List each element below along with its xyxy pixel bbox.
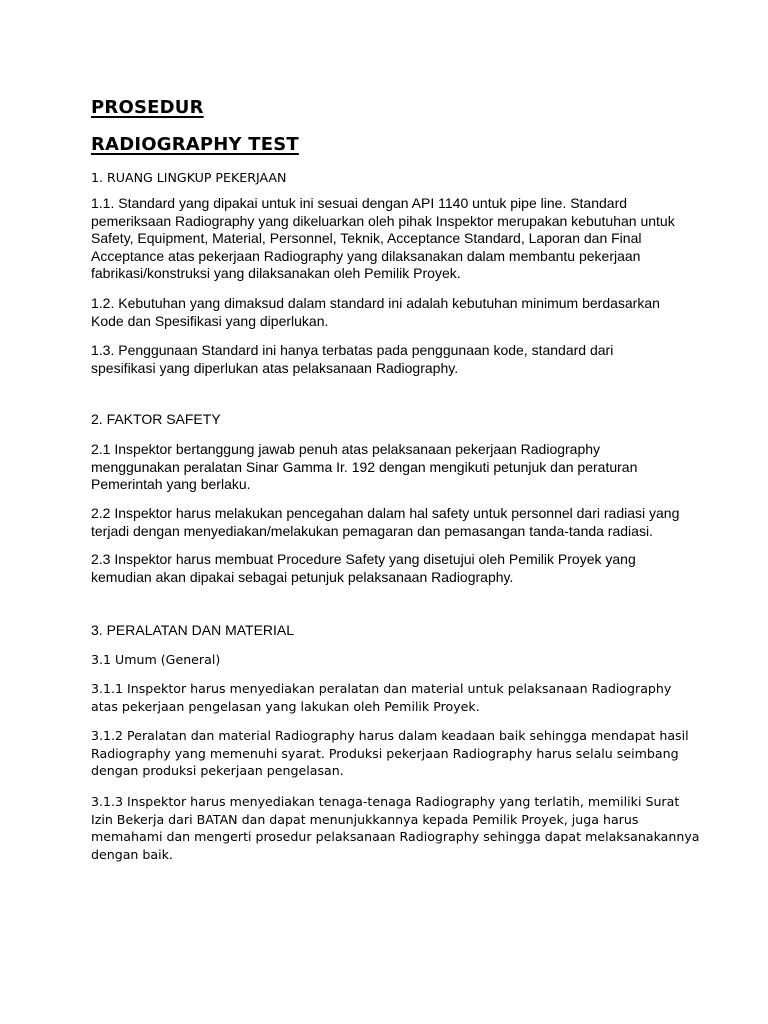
paragraph-line: menggunakan peralatan Sinar Gamma Ir. 192 dengan mengikuti petunjuk dan peraturan	[91, 458, 638, 475]
paragraph-line: Izin Bekerja dari BATAN dan dapat menunjukkannya kepada Pemilik Proyek, juga harus	[91, 811, 639, 827]
paragraph-line: 3.1.2 Peralatan dan material Radiography harus dalam keadaan baik sehingga mendapat hasil	[91, 728, 689, 743]
paragraph-line: atas pekerjaan pengelasan yang lakukan oleh Pemilik Proyek.	[91, 698, 480, 714]
paragraph-line: Kode dan Spesifikasi yang diperlukan.	[91, 312, 329, 329]
paragraph-line: spesifikasi yang diperlukan atas pelaksanaan Radiography.	[91, 359, 459, 376]
paragraph-line: dengan baik.	[91, 846, 173, 862]
paragraph-3-1-1	[91, 680, 691, 715]
paragraph-1-3	[91, 342, 691, 377]
paragraph-line: Acceptance atas pekerjaan Radiography yang dilaksanakan dalam membantu pekerjaan	[91, 247, 641, 264]
paragraph-line: Pemerintah yang berlaku.	[91, 476, 251, 492]
paragraph-line: 3.1.1 Inspektor harus menyediakan peralatan dan material untuk pelaksanaan Radiography	[91, 681, 672, 696]
paragraph-line: pemeriksaan Radiography yang dikeluarkan oleh pihak Inspektor merupakan kebutuhan untuk	[91, 212, 675, 229]
paragraph-2-1	[91, 441, 691, 494]
section-3-heading	[91, 622, 691, 640]
paragraph-line: Radiography yang memenuhi syarat. Produksi pekerjaan Radiography harus selalu seimbang	[91, 745, 679, 761]
paragraph-line: dengan produksi pekerjaan pengelasan.	[91, 763, 344, 778]
paragraph-line: 1.2. Kebutuhan yang dimaksud dalam standard ini adalah kebutuhan minimum berdasarkan	[91, 295, 660, 311]
document-subtitle: RADIOGRAPHY TEST	[91, 134, 299, 155]
paragraph-line: 2.1 Inspektor bertanggung jawab penuh atas pelaksanaan pekerjaan Radiography	[91, 441, 601, 457]
document-title: PROSEDUR	[91, 97, 204, 118]
paragraph-line: terjadi dengan menyediakan/melakukan pemagaran dan pemasangan tanda-tanda radiasi.	[91, 522, 653, 539]
paragraph-line: memahami dan mengerti prosedur pelaksanaan Radiography sehingga dapat melaksanakannya	[91, 829, 700, 844]
section-heading: 2. FAKTOR SAFETY	[91, 411, 221, 427]
section-heading: 3. PERALATAN DAN MATERIAL	[91, 622, 295, 638]
section-1-heading	[91, 169, 691, 187]
paragraph-line: fabrikasi/konstruksi yang dilaksanakan oleh Pemilik Proyek.	[91, 265, 461, 281]
subsection-heading: 3.1 Umum (General)	[91, 652, 221, 667]
paragraph-line: 2.2 Inspektor harus melakukan pencegahan dalam hal safety untuk personnel dari radiasi yang	[91, 505, 680, 521]
paragraph-3-1-2	[91, 727, 691, 780]
paragraph-line: 1.3. Penggunaan Standard ini hanya terbatas pada penggunaan kode, standard dari	[91, 342, 614, 358]
paragraph-line: 2.3 Inspektor harus membuat Procedure Safety yang disetujui oleh Pemilik Proyek yang	[91, 551, 636, 567]
paragraph-2-3	[91, 551, 691, 586]
paragraph-3-1-3	[91, 793, 700, 863]
paragraph-1-2	[91, 295, 691, 330]
paragraph-line: Safety, Equipment, Material, Personnel, Teknik, Acceptance Standard, Laporan dan Final	[91, 230, 642, 246]
paragraph-line: 1.1. Standard yang dipakai untuk ini sesuai dengan API 1140 untuk pipe line. Standard	[91, 195, 628, 211]
paragraph-line: kemudian akan dipakai sebagai petunjuk pelaksanaan Radiography.	[91, 568, 514, 585]
paragraph-1-1	[91, 195, 691, 283]
section-heading: 1. RUANG LINGKUP PEKERJAAN	[91, 170, 287, 185]
section-2-heading	[91, 411, 691, 429]
paragraph-line: 3.1.3 Inspektor harus menyediakan tenaga-tenaga Radiography yang terlatih, memiliki Surat	[91, 794, 680, 809]
subsection-3-1-heading	[91, 651, 691, 669]
paragraph-2-2	[91, 505, 691, 540]
